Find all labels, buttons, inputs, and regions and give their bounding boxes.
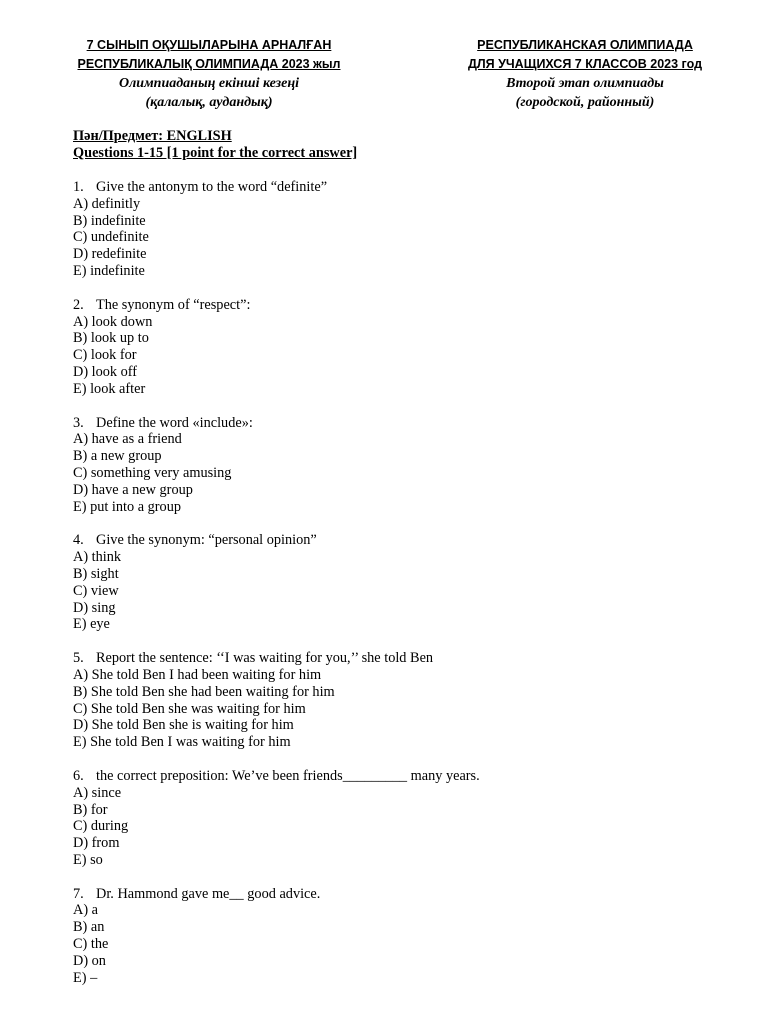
answer-option: E) – bbox=[73, 969, 98, 986]
header-kazakh bbox=[44, 36, 374, 112]
question-5 bbox=[73, 650, 733, 751]
question-3 bbox=[73, 415, 733, 516]
answer-option: C) look for bbox=[73, 347, 137, 364]
question-7 bbox=[73, 886, 733, 987]
question-text: Report the sentence: ‘‘I was waiting for you,’’ she told Ben bbox=[96, 650, 434, 667]
question-text: Give the synonym: “personal opinion” bbox=[96, 532, 317, 549]
answer-option: D) redefinite bbox=[73, 246, 147, 263]
question-text: Dr. Hammond gave me__ good advice. bbox=[96, 885, 321, 902]
question-text: the correct preposition: We’ve been friends_________ many years. bbox=[96, 767, 480, 784]
header-kazakh-line-2: РЕСПУБЛИКАЛЫҚ ОЛИМПИАДА 2023 жыл bbox=[77, 57, 341, 71]
header-russian-line-1: РЕСПУБЛИКАНСКАЯ ОЛИМПИАДА bbox=[477, 38, 693, 52]
question-number: 6. bbox=[73, 767, 84, 784]
header-kazakh-line-1: 7 СЫНЫП ОҚУШЫЛАРЫНА АРНАЛҒАН bbox=[86, 38, 332, 52]
questions-heading: Questions 1-15 [1 point for the correct answer] bbox=[73, 145, 358, 161]
header-russian bbox=[420, 36, 750, 112]
answer-option: B) an bbox=[73, 919, 105, 936]
answer-option: C) during bbox=[73, 818, 129, 835]
answer-option: B) She told Ben she had been waiting for him bbox=[73, 683, 335, 700]
answer-option: A) She told Ben I had been waiting for him bbox=[73, 666, 322, 683]
answer-option: C) something very amusing bbox=[73, 464, 232, 481]
question-4 bbox=[73, 532, 733, 633]
answer-option: C) She told Ben she was waiting for him bbox=[73, 700, 306, 717]
header-russian-level: (городской, районный) bbox=[515, 95, 655, 110]
answer-option: D) She told Ben she is waiting for him bbox=[73, 717, 294, 734]
answer-option: B) indefinite bbox=[73, 212, 146, 229]
answer-option: E) so bbox=[73, 851, 103, 868]
question-number: 3. bbox=[73, 414, 84, 431]
question-2 bbox=[73, 297, 733, 398]
answer-option: E) look after bbox=[73, 380, 146, 397]
answer-option: A) definitly bbox=[73, 195, 141, 212]
answer-option: A) have as a friend bbox=[73, 431, 182, 448]
header-kazakh-level: (қалалық, аудандық) bbox=[145, 95, 273, 110]
question-stem bbox=[73, 415, 733, 432]
question-number: 7. bbox=[73, 885, 84, 902]
document-body bbox=[73, 128, 733, 1003]
question-stem bbox=[73, 532, 733, 549]
answer-option: D) from bbox=[73, 835, 120, 852]
subject-title: Пән/Предмет: ENGLISH bbox=[73, 128, 232, 144]
question-number: 5. bbox=[73, 650, 84, 667]
answer-option: C) the bbox=[73, 936, 109, 953]
answer-option: B) a new group bbox=[73, 448, 162, 465]
answer-option: C) undefinite bbox=[73, 229, 149, 246]
question-1 bbox=[73, 179, 733, 280]
answer-option: E) put into a group bbox=[73, 498, 182, 515]
question-number: 4. bbox=[73, 532, 84, 549]
answer-option: C) view bbox=[73, 582, 119, 599]
answer-option: E) eye bbox=[73, 616, 110, 633]
question-text: Define the word «include»: bbox=[96, 414, 253, 431]
answer-option: B) look up to bbox=[73, 330, 149, 347]
question-list bbox=[73, 179, 733, 986]
answer-option: A) since bbox=[73, 784, 122, 801]
header-russian-stage: Второй этап олимпиады bbox=[506, 76, 664, 91]
answer-option: B) sight bbox=[73, 565, 119, 582]
question-stem bbox=[73, 886, 733, 903]
question-text: The synonym of “respect”: bbox=[96, 296, 251, 313]
answer-option: D) on bbox=[73, 952, 106, 969]
question-6 bbox=[73, 768, 733, 869]
answer-option: D) sing bbox=[73, 599, 116, 616]
question-number: 1. bbox=[73, 179, 84, 195]
answer-option: A) a bbox=[73, 902, 99, 919]
header-kazakh-stage: Олимпиаданың екінші кезеңі bbox=[118, 76, 300, 91]
question-stem bbox=[73, 650, 733, 667]
answer-option: A) look down bbox=[73, 313, 153, 330]
question-stem bbox=[73, 179, 733, 196]
answer-option: D) have a new group bbox=[73, 481, 193, 498]
answer-option: A) think bbox=[73, 549, 122, 566]
answer-option: B) for bbox=[73, 801, 108, 818]
answer-option: E) indefinite bbox=[73, 262, 145, 279]
answer-option: D) look off bbox=[73, 363, 138, 380]
question-text: Give the antonym to the word “definite” bbox=[96, 179, 328, 195]
answer-option: E) She told Ben I was waiting for him bbox=[73, 734, 291, 751]
question-stem bbox=[73, 768, 733, 785]
header-russian-line-2: ДЛЯ УЧАЩИХСЯ 7 КЛАССОВ 2023 год bbox=[467, 57, 703, 71]
question-number: 2. bbox=[73, 296, 84, 313]
question-stem bbox=[73, 297, 733, 314]
